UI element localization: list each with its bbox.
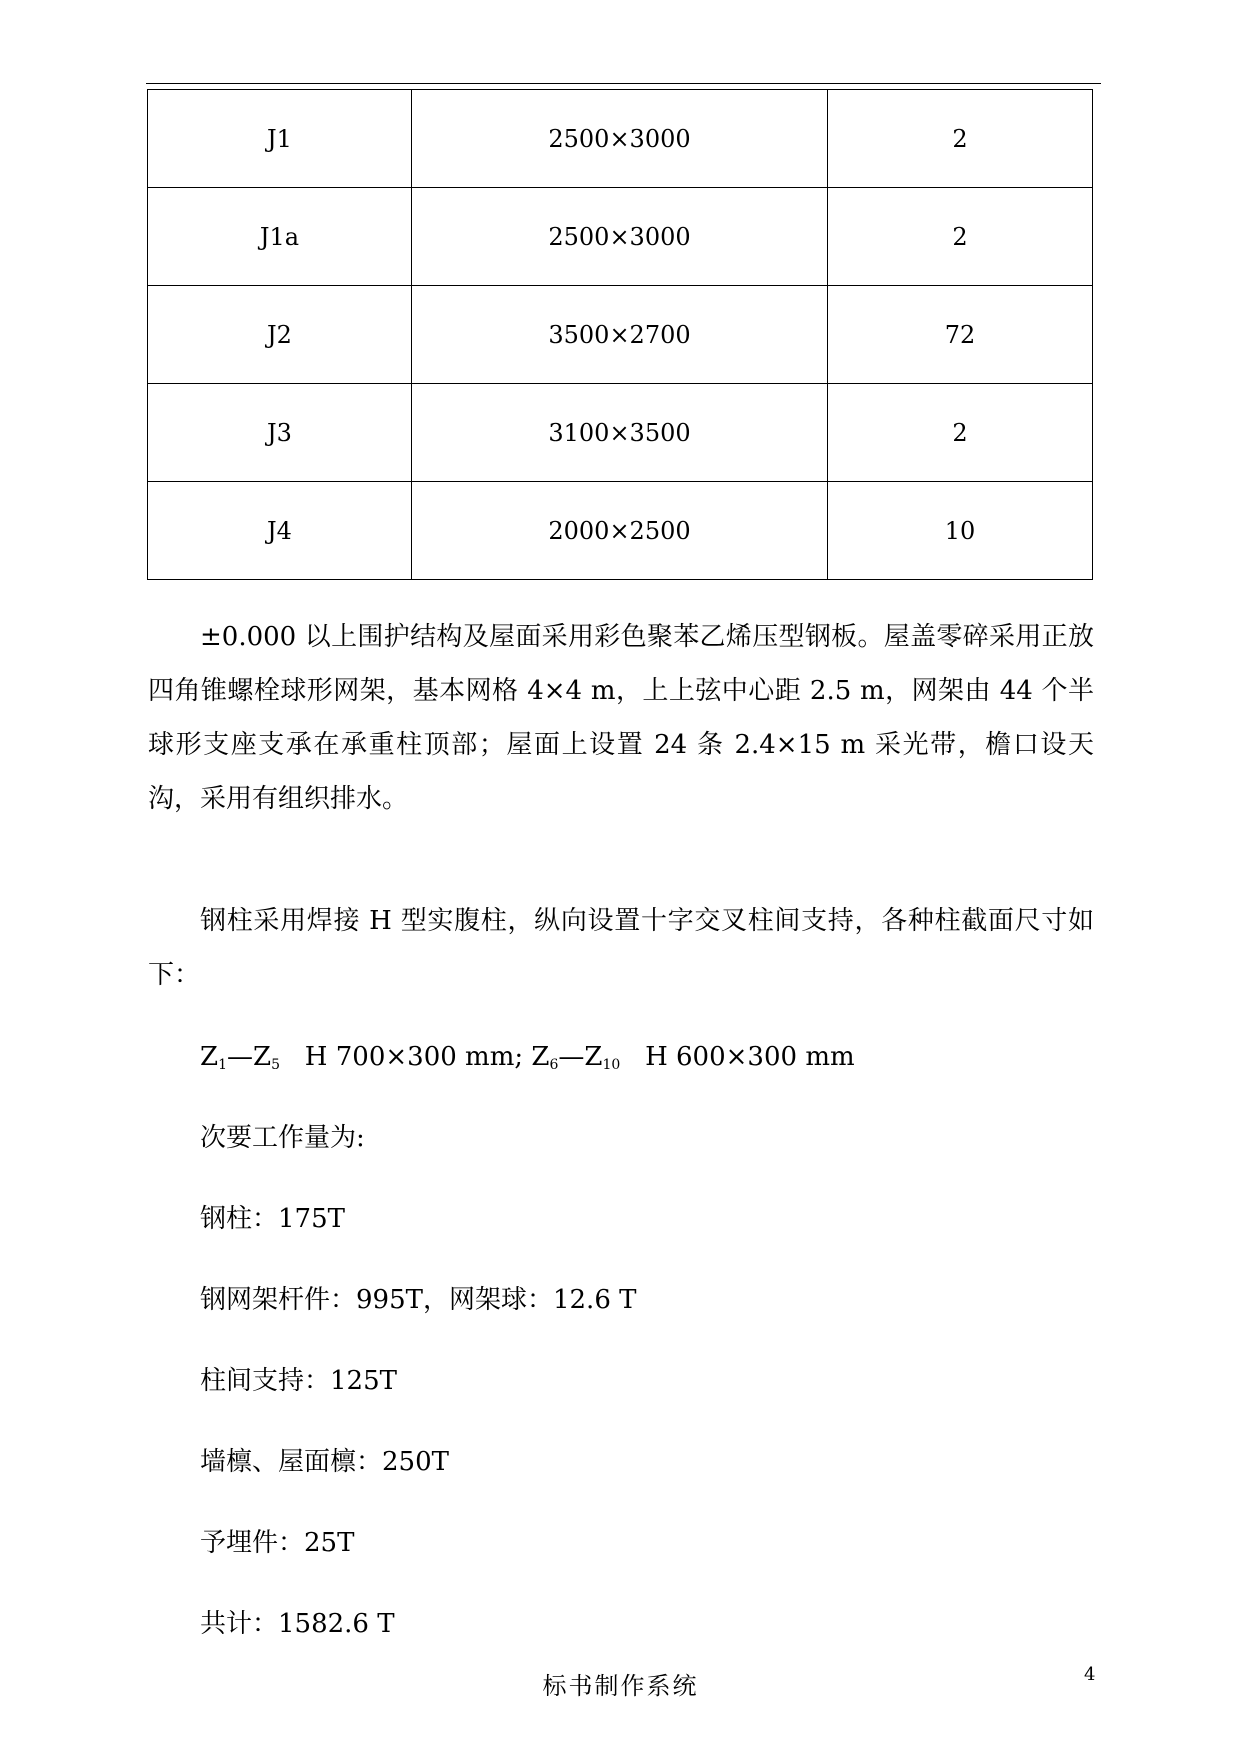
foundation-count: 2 (828, 90, 1093, 188)
page-number: 4 (1084, 1664, 1096, 1685)
quantity-item: 钢网架杆件：995T，网架球：12.6 T (200, 1285, 637, 1315)
foundation-count: 72 (828, 286, 1093, 384)
quantity-item: 予埋件：25T (200, 1528, 355, 1558)
foundation-id: J1 (148, 90, 412, 188)
paragraph-steel-columns: 钢柱采用焊接 H 型实腹柱，纵向设置十字交叉柱间支持，各种柱截面尺寸如下： (148, 906, 1094, 990)
paragraph-envelope-structure: ±0.000 以上围护结构及屋面采用彩色聚苯乙烯压型钢板。屋盖零碎采用正放四角锥螺栓球形网架，基本网格 4×4 m，上上弦中心距 2.5 m，网架由 44 个半球形支座支承在承重柱顶部；屋面上设置 24 条 2.4×15 m 采光带，檐口设天沟，采用有组织排水。 (148, 622, 1094, 814)
foundation-count: 10 (828, 482, 1093, 580)
foundation-id: J1a (148, 188, 412, 286)
foundation-count: 2 (828, 384, 1093, 482)
foundation-count: 2 (828, 188, 1093, 286)
foundation-size: 3100×3500 (412, 384, 828, 482)
table-row (148, 384, 1093, 482)
quantities-heading: 次要工作量为: (200, 1123, 365, 1153)
quantity-item: 墙檩、屋面檩：250T (200, 1447, 449, 1477)
footer-title: 标书制作系统 (542, 1672, 699, 1700)
foundation-size: 2500×3000 (412, 90, 828, 188)
quantity-total: 共计：1582.6 T (200, 1609, 395, 1639)
table-row (148, 482, 1093, 580)
table-row (148, 188, 1093, 286)
table-row (148, 90, 1093, 188)
foundation-id: J3 (148, 384, 412, 482)
table-row (148, 286, 1093, 384)
quantity-item: 柱间支持：125T (200, 1366, 397, 1396)
foundation-size: 2000×2500 (412, 482, 828, 580)
foundation-size: 2500×3000 (412, 188, 828, 286)
foundation-size: 3500×2700 (412, 286, 828, 384)
header-rule (146, 83, 1101, 84)
foundation-id: J2 (148, 286, 412, 384)
quantity-item: 钢柱：175T (200, 1204, 345, 1234)
column-section-spec: $Z_1—Z_5$ H 700×300 mm; $Z_6—Z_{10}$ H 600×300 mm (200, 1042, 855, 1073)
foundation-table (147, 89, 1093, 580)
foundation-id: J4 (148, 482, 412, 580)
